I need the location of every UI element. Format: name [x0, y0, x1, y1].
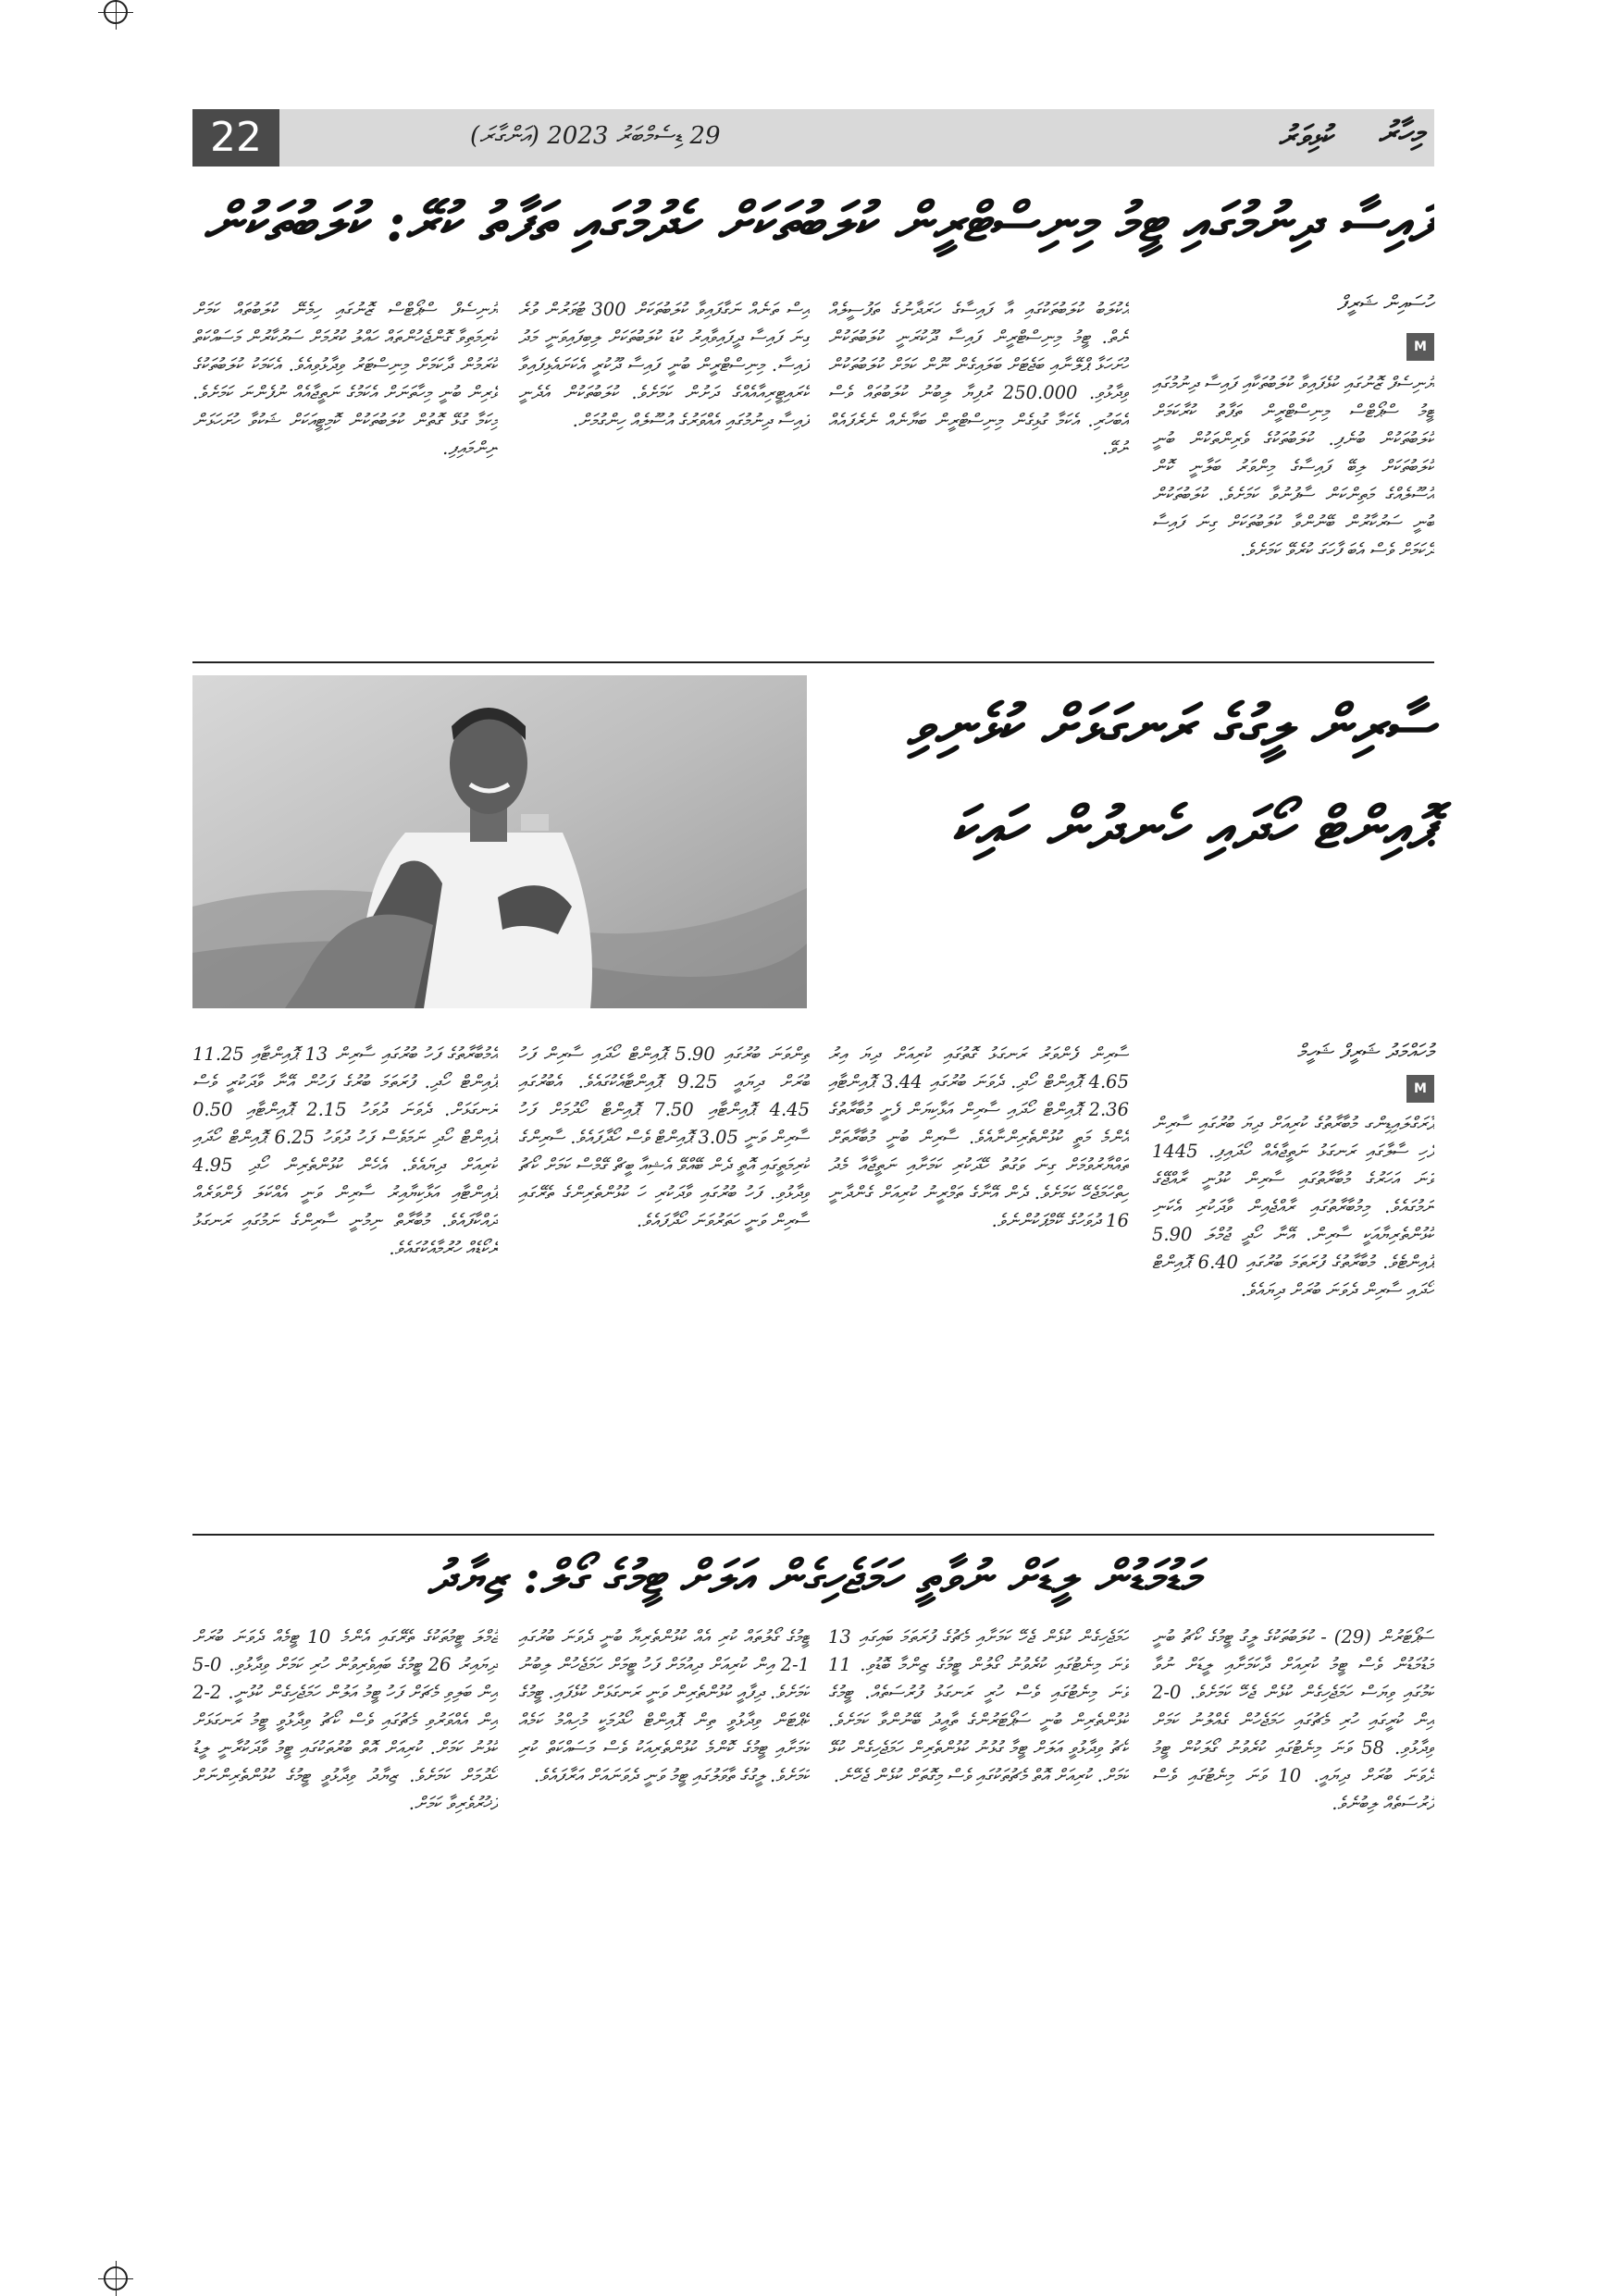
- section-name: ކުޅިވަރު: [1278, 118, 1332, 154]
- issue-date: 29 ޑިސެމްބަރު 2023 (އަންގާރަ): [470, 122, 721, 150]
- surfer-photo: [192, 675, 807, 1008]
- article-1-col-4: ޔުނިސެފް ސްޕޯޓްސް ޒޮނުގައި ހިމެނޭ ކުލަބުތައް ކަމަށް ކުރިމަތިވާ ގޮންޖެހުންތައް ހައްލު ކުރުމަށް ސަރުކާރުން މަސައްކަތް ކުރަމުން ދާކަމަށް މިނިސްޓަރު ވިދާޅުވިއެވެ. އެކަމަކު ކުލަބުތަކުގެ ވެރިން ބުނީ މިހާތަނަށް އެކަމުގެ ނަތީޖާއެއް ނުފެންނަ ކަމަށެވެ. މިކަމާ ގުޅޭ ގޮތުން ކުލަބުތަކުން ކޮމިޓީއަކަށް ޝަކުވާ ހުށަހަޅަން ނިންމައިފި.: [192, 299, 498, 459]
- page-number: 22: [192, 109, 279, 167]
- registration-mark: [104, 0, 128, 24]
- masthead-badge: M: [1406, 1075, 1434, 1103]
- article-2-col-3: ތިންވަނަ ބުރުގައި 5.90 ޕޮއިންޓް ހޯދައި ސާރިން ފަހު ބުރަށް ދިޔައީ 9.25 ޕޮއިންޓާއެކުގައެވެ. އެބުރުގައި 4.45 ޕޮއިންޓާއި 7.50 ޕޮއިންޓް ހޯދުމަށް ފަހު ސާރިން ވަނީ 3.05 ޕޮއިންޓް ވެސް ހޯދާފައެވެ. ސާރިންގެ ކުރިމަތީގައި އޮތީ ދެން ބޭއްވޭ އެޝިއާ ބީޗް ގޭމްސް ކަމަށް ކޯޗު ވިދާޅުވި. ފަހު ބުރުގައި ވާދަކުރި ހަ ކުޅުންތެރިންގެ ތެރޭގައި ސާރިން ވަނީ ހަތަރުވަނަ ހޯދާފައެވެ.: [518, 1043, 810, 1231]
- article-1-col-1: ޔުނިސެފް ޒޮނުގައި ކުޅެފައިވާ ކުލަބުތަކާއި ފައިސާ ދިނުމުގައި ޓީމު ސްޕޯޓްސް މިނިސްޓްރީން ތަފާތު ކުރާކަމަށް ކުލަބުތަކުން ބުނެފި. ކުލަބުތަކުގެ ވެރިންތަކުން ބުނީ ކުލަބުތަކަށް ލިބޭ ފައިސާގެ މިންވަރު ބަލާނީ ކޮން އުސޫލެއްގެ މަތިންކަން ސާފުނުވާ ކަމަށެވެ. ކުލަބުތަކުން ބުނީ ސަރުކާރުން ބޭނުންވާ ކުލަބުތަކަށް ގިނަ ފައިސާ ދޭކަމަށް ވެސް އެބަ ފާހަގަ ކުރެވޭ ކަމަށެވެ.: [1152, 373, 1434, 561]
- article-3-col-1: ސަޕޯޓަރުން (29) - ކުލަބުތަކުގެ ލީގު ޓީމުގެ ކޯޗު ބުނީ މަޑުމަޑުން ވެސް ޓީމު ކުރިއަށް ދާކަމަށާއި ލީޑަށް ނުވާ ކަމުގައި ވިޔަސް ހަމަޖެހިގެން ކުޅެން ޖެހޭ ކަމަށެވެ. 0-2 އިން ކުރީގައި ހުރި މެޗުގައި ހަމަޖެހުން ގެއްލުނު ކަމަށް ވިދާޅުވި. 58 ވަނަ މިނެޓުގައި ކުރެވުނު ގޯލަކުން ޓީމު ދެވަނަ ބުރަށް ދިޔައީ. 10 ވަނަ މިނެޓުގައި ވެސް ފުރުސަތެއް ލިބުނެވެ.: [1152, 1626, 1434, 1814]
- article-3-col-4: ޖުމްލަ ޓީމުތަކުގެ ތެރޭގައި އެންމެ 10 ޓީމެއް ދެވަނަ ބުރަށް ދިޔައިރު 26 ޓީމުގެ ބައިވެރިވުން ހުރި ކަމަށް ވިދާޅުވި. 0-5 އިން ބަލިވި މެޗަށް ފަހު ޓީމު އަލުން ހަމަޖެހިގެން ކުޅުނީ. 2-2 އިން އެއްވަރުވި މެޗުގައި ވެސް ކޯޗު ވިދާޅުވީ ޓީމު ރަނގަޅަށް ކުޅުނު ކަމަށް. ކުރިއަށް އޮތް ބުރުތަކުގައި ޓީމު ވާދަކުރާނީ ލީޑު ހޯދުމަށް ކަމަށެވެ. ޒިޔާދު ވިދާޅުވީ ޓީމުގެ ކުޅުންތެރިންނަށް ފަޚުރުވެރިވާ ކަމަށް.: [192, 1626, 498, 1814]
- article-3-col-3: ޓީމުގެ ގޯލުތައް ކުރި އެއް ކުޅުންތެރިޔާ ބުނީ ދެވަނަ ބުރުގައި 1-2 އިން ކުރިއަށް ދިއުމަށް ފަހު ޓީމަށް ހަމަޖެހުން ލިބުނު ކަމަށެވެ. ދިފާއީ ކުޅުންތެރިން ވަނީ ރަނގަޅަށް ކުޅެފައި. ޓީމުގެ ކެޕްޓަން ވިދާޅުވީ ތިން ޕޮއިންޓް ހޯދުމަކީ މުހިއްމު ކަމެއް ކަމަށާއި ޓީމުގެ ކޮންމެ ކުޅުންތެރިއަކު ވެސް މަސައްކަތް ކުރި ކަމަށެވެ. ލީގުގެ ތާވަލުގައި ޓީމު ވަނީ ދެވަނައަށް އަރާފައެވެ.: [518, 1626, 810, 1786]
- byline-2: މުހައްމަދު ޝަރީފް ޝަހީމް: [1296, 1041, 1433, 1064]
- masthead-badge: M: [1406, 333, 1434, 361]
- article-3-col-2: ހަމަޖެހިގެން ކުޅެން ޖެހޭ ކަމަށާއި މެޗުގެ ފުރަތަމަ ބައިގައި 13 ވަނަ މިނެޓުގައި ކުރެވުނު ގޯލުން ޓީމުގެ ޒިންމާ ބޮޑުވި. 11 ވަނަ މިނެޓުގައި ވެސް ހުރީ ރަނގަޅު ފުރުސަތެއް. ޓީމުގެ ކުޅުންތެރިން ބުނީ ސަޕޯޓަރުންގެ ތާއީދު ބޭނުންވާ ކަމަށެވެ. ކޯޗު ވިދާޅުވީ އަލަށް ޓީމާ ގުޅުނު ކުޅުންތެރިން ހަމަޖެހިގެން ކުޅޭ ކަމަށް. ކުރިއަށް އޮތް މެޗުތަކުގައި ވެސް މިގޮތަށް ކުޅެން ޖެހޭނެ.: [828, 1626, 1129, 1786]
- article-2-col-4: އެމުބާރާތުގެ ފަހު ބުރުގައި ސާރިން 13 ޕޮއިންޓާއި 11.25 ޕޮއިންޓް ހޯދި. ފުރަތަމަ ބުރުގެ ފަހުން އޭނާ ވާދަކުރީ ވެސް ރަނގަޅަށް. ދެވަނަ ދުވަހު 2.15 ޕޮއިންޓާއި 0.50 ޕޮއިންޓް ހޯދި ނަމަވެސް ފަހު ދުވަހު 6.25 ޕޮއިންޓް ހޯދައި ކުރިއަށް ދިޔައެވެ. އެހެން ކުޅުންތެރިން ހޯދި 4.95 ޕޮއިންޓާއި އަޅާކިޔާއިރު ސާރިން ވަނީ އެއްކަލަ ފެންވަރެއް ދައްކާފައެވެ. މުބާރާތް ނިމުނީ ސާރިންގެ ނަމުގައި ރަނގަޅު ރެކޯޑެއް ހުރުމާއެކުގައެވެ.: [192, 1043, 498, 1259]
- article-2-col-1: ޕާރަގްލައިޑިންގ މުބާރާތުގެ ކުރިއަށް ދިޔަ ބުރުގައި ސާރިން ފެހި ސާލާގައި ރަނގަޅު ނަތީޖާއެއް ހޯދައިފި. 1445 ވަނަ އަހަރުގެ މުބާރާތުގައި ސާރިން ކުޅުނީ ރާއްޖޭގެ ނަމުގައެވެ. މިމުބާރާތުގައި ރާއްޖެއިން ވާދަކުރި އެކަނި ކުޅުންތެރިޔާއަކީ ސާރިން. އޭނާ ހޯދީ ޖުމްލަ 5.90 ޕޮއިންޓެވެ. މުބާރާތުގެ ފުރަތަމަ ބުރުގައި 6.40 ޕޮއިންޓް ހޯދައި ސާރިން ދެވަނަ ބުރަށް ދިޔައެވެ.: [1152, 1113, 1434, 1301]
- registration-mark: [104, 2266, 128, 2290]
- byline-1: ހުސައިން ޝަރީފް: [1336, 292, 1433, 315]
- page-header: [192, 109, 1434, 167]
- article-1-col-3: އިސް ތަނެއް ނަގާފައިވާ ކުލަބުތަކަށް 300 ޓުވަރުން ވުރެ ގިނަ ފައިސާ ދީފައިވާއިރު ކުޑަ ކުލަބުތަކަށް ލިބިފައިވަނީ މަދު ފައިސާ. މިނިސްޓްރީން ބުނީ ފައިސާ ދޫކުރީ އެކަށައެޅިފައިވާ ކްރައިޓީރިއާއެއްގެ ދަށުން ކަމަށެވެ. ކުލަބުތަކުން އެދެނީ ފައިސާ ދިނުމުގައި އެއްވަރުގެ އުސޫލެއް ހިންގުމަށް.: [518, 299, 810, 431]
- headline-3: މަޑުމަޑުން ލީޑަށް ނުވާތީ ހަމަޖެހިގެން އަލަށް ޓީމުގެ ގޯލް: ޒިޔާދު: [427, 1549, 1201, 1604]
- section-divider: [192, 661, 1434, 663]
- headline-2: ސާރިން ލީގުގެ ރަނގަޅަށް ކުޅެނިވި ޕޮއިންޓް ހޯދައި ހެނދުން ހައިކަ: [907, 692, 1434, 861]
- section-divider: [192, 1534, 1434, 1536]
- headline-1: ފައިސާ ދިނުމުގައި ޓީމު މިނިސްޓްރީން ކުލަބުތަކަށް ހެދުމުގައި ތަފާތު ކުރޭ: ކުލަބުތަކުން: [204, 191, 1434, 253]
- article-1-col-2: އެކުލަބު ކުލަބުތަކުގައި އާ ފައިސާގެ ހަރަދާނުގެ ތަފުސީލެއް ނެތް. ޓީމު މިނިސްޓްރީން ފައިސާ ދޫކުރަނީ ކުލަބުތަކުން ހުށަހަޅާ ޕްލޭނާއި ބަޖެޓަށް ބަލައިގެން ނޫން ކަމަށް ކުލަބުތަކުން ވިދާޅުވި. 250.000 ރުފިޔާ ލިބުނު ކުލަބުތައް ވެސް އެބަހުރި. އެކަމާ ގުޅިގެން މިނިސްޓްރީން ބަޔާނެއް ނެރެފައެއް ނުވޭ.: [828, 299, 1129, 459]
- masthead-logo: މިހާރު: [1378, 115, 1423, 152]
- article-2-col-2: ސާރިން ފެންވަރު ރަނގަޅު ގޮތުގައި ކުރިއަށް ދިޔަ އިރު 4.65 ޕޮއިންޓް ހޯދި. ދެވަނަ ބުރުގައި 3.44 ޕޮއިންޓާއި 2.36 ޕޮއިންޓް ހޯދައި ސާރިން އަޅާކިޔަން ފެށީ މުބާރާތުގެ އެންމެ މަތީ ކުޅުންތެރިންނާއެވެ. ސާރިން ބުނީ މުބާރާތަށް ތައްޔާރުވުމަށް ގިނަ ވަގުތު ހޭދަކުރި ކަމަށާއި ނަތީޖާއާ މެދު ހިތްހަމަޖެހޭ ކަމަށެވެ. ދެން އޭނާގެ ތަމްރީނު ކުރިއަށް ގެންދާނީ 16 ދުވަހުގެ ކޭމްޕަކުންނެވެ.: [828, 1043, 1129, 1231]
